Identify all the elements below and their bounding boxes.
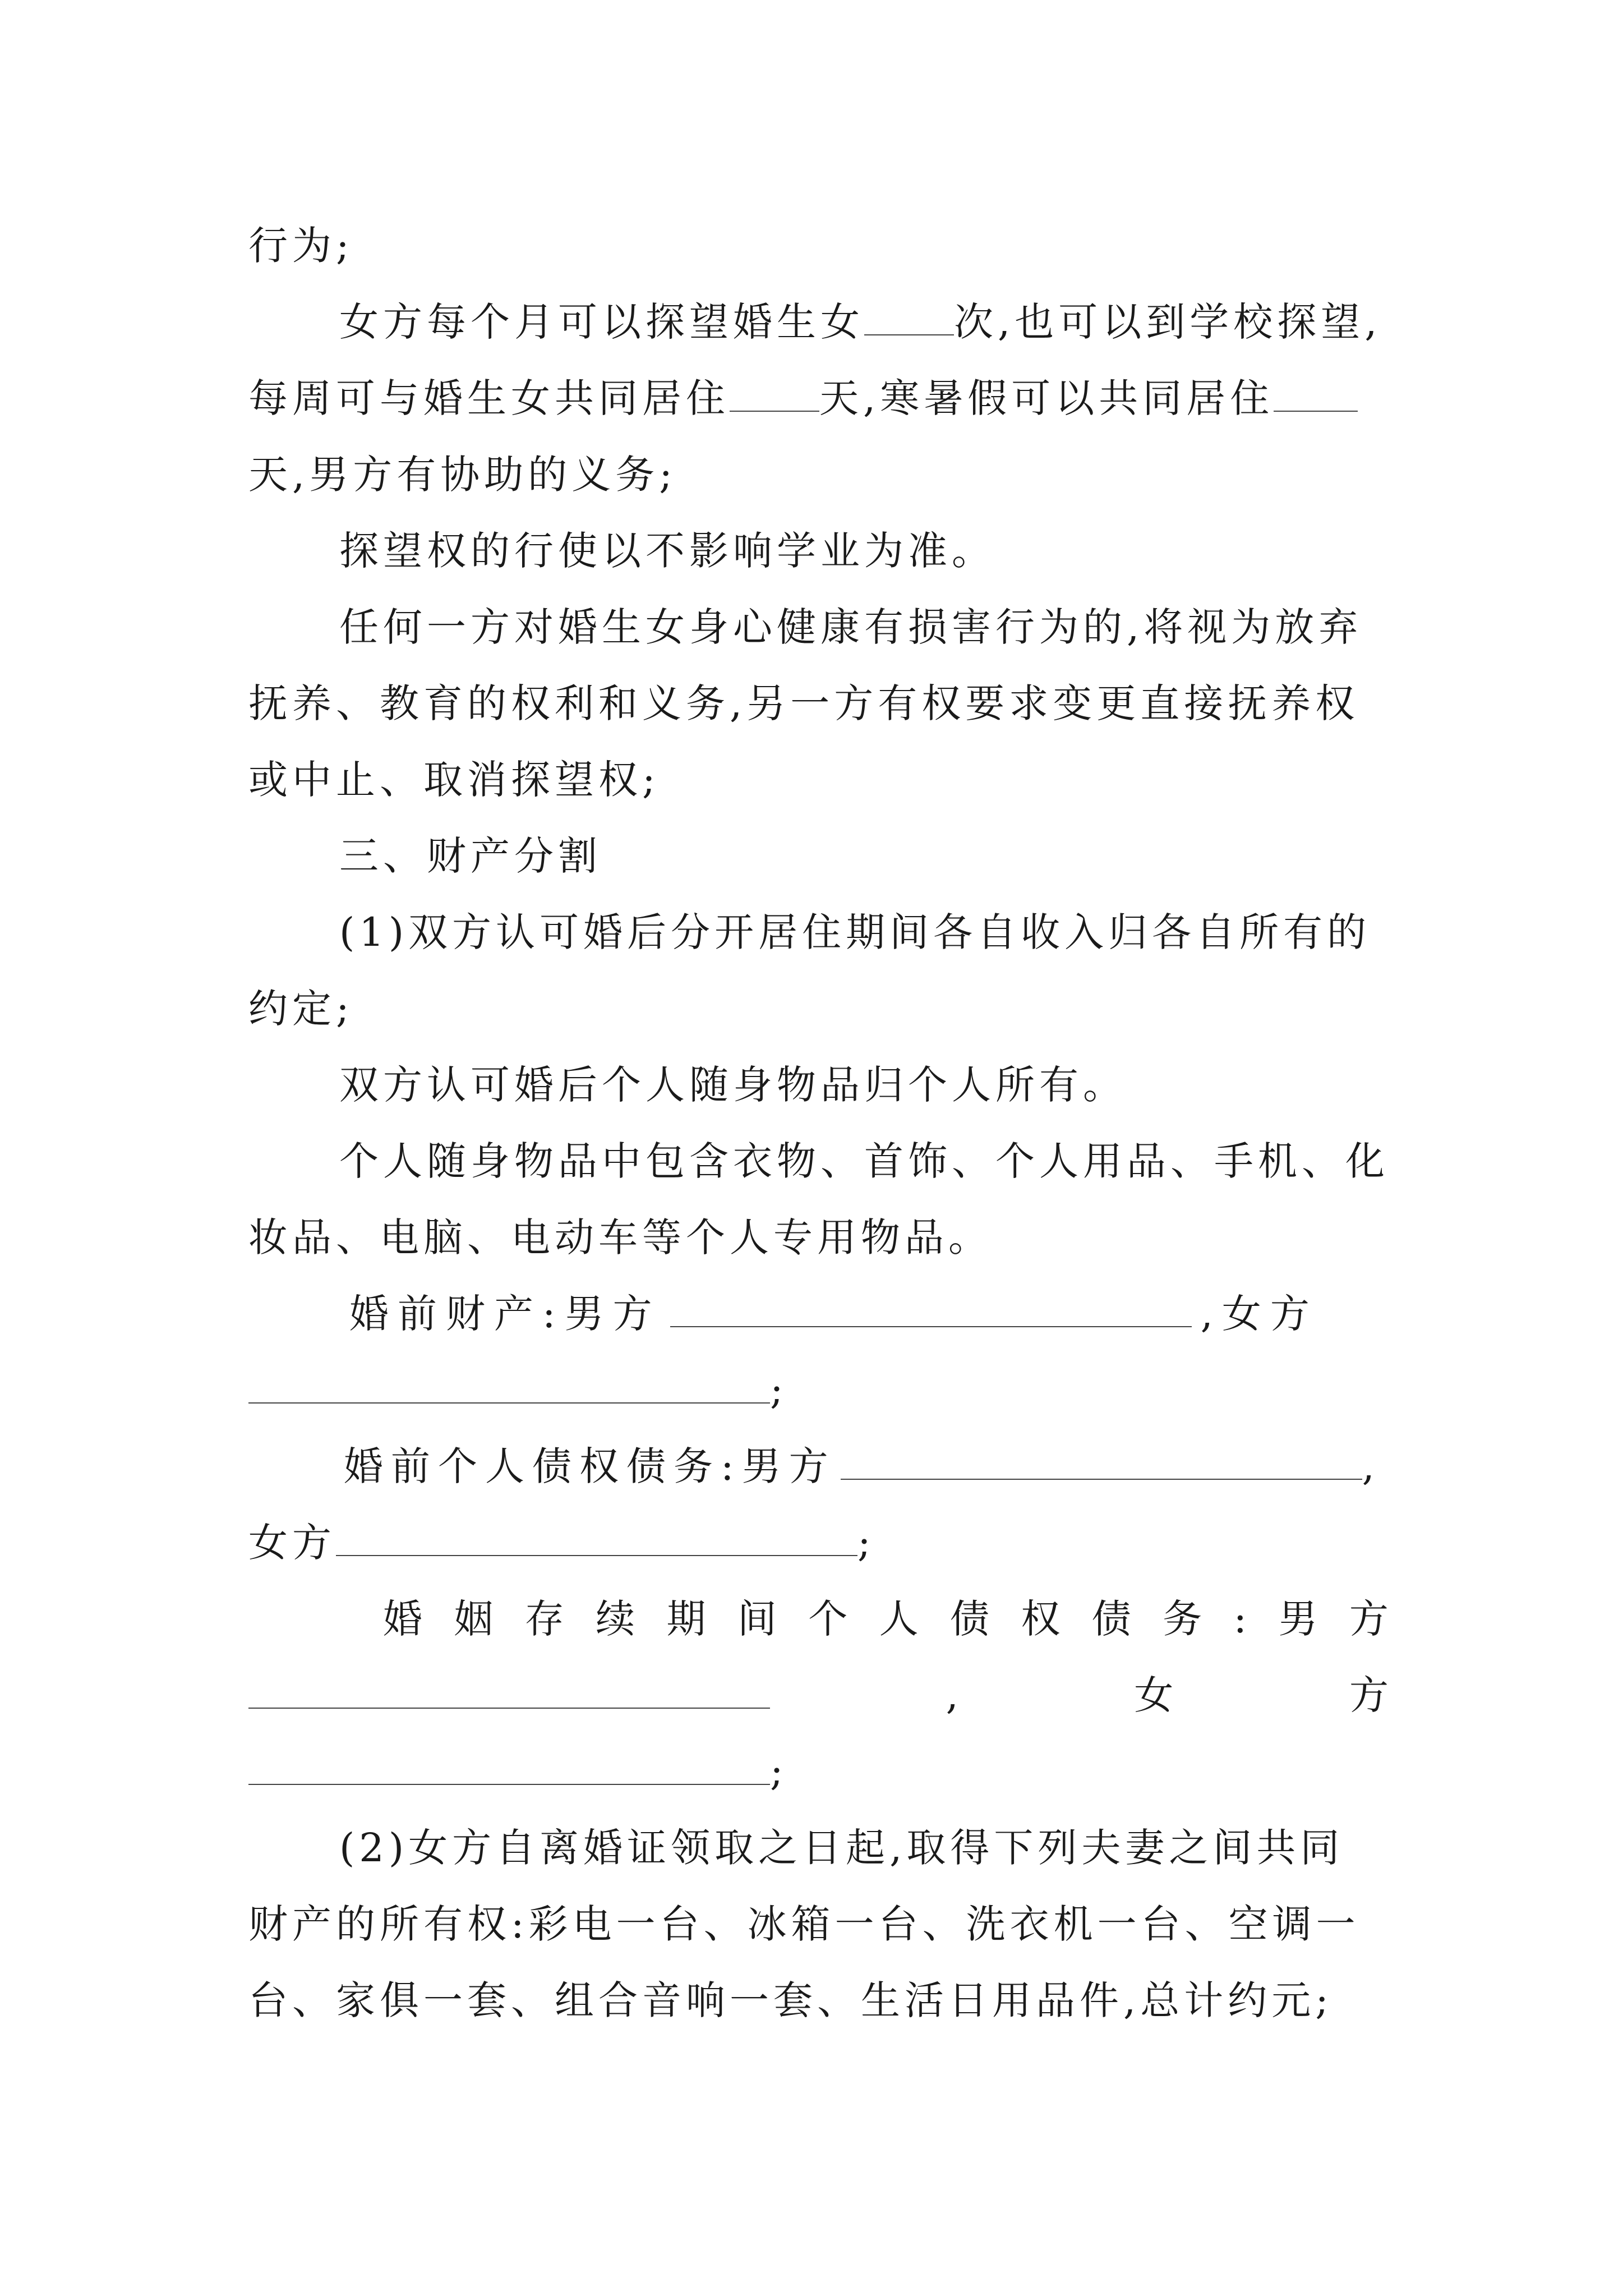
line-text: 三、财产分割 (339, 833, 602, 879)
fill-in-blank (336, 1527, 857, 1556)
line-text: 台、家俱一套、组合音响一套、生活日用品件,总计约元; (248, 1977, 1333, 2023)
fill-in-blank (730, 383, 819, 412)
line-char: 男 (1278, 1596, 1318, 1642)
text-line (248, 513, 1389, 589)
line-char: 个 (808, 1596, 848, 1642)
line-text: ; (770, 1367, 788, 1413)
text-line (248, 1199, 1389, 1276)
line-char: 存 (524, 1596, 564, 1642)
section-heading (248, 818, 1389, 894)
text-line (248, 1886, 1389, 1962)
text-line (248, 360, 1389, 436)
line-char: 权 (1021, 1596, 1061, 1642)
fill-in-blank (248, 1374, 770, 1404)
text-line (248, 1047, 1389, 1123)
line-text: (2)女方自离婚证领取之日起,取得下列夫妻之间共同 (339, 1825, 1344, 1871)
fill-in-blank (841, 1451, 1362, 1480)
line-char: 间 (737, 1596, 777, 1642)
line-char: 姻 (454, 1596, 494, 1642)
fill-in-blank (864, 306, 954, 335)
line-char: 人 (879, 1596, 919, 1642)
line-text: 探望权的行使以不影响学业为准。 (339, 528, 995, 574)
text-line (248, 1733, 1389, 1810)
text-line (248, 1581, 1389, 1657)
fill-in-blank (670, 1298, 1192, 1327)
line-char: 女 (1134, 1672, 1174, 1718)
line-char: , (946, 1672, 958, 1718)
line-text: 财产的所有权:彩电一台、冰箱一台、洗衣机一台、空调一 (248, 1901, 1360, 1947)
line-text: 婚前财产:男方 (349, 1291, 661, 1337)
line-text: 抚养、教育的权利和义务,另一方有权要求变更直接抚养权 (248, 680, 1359, 726)
text-line (248, 1810, 1389, 1886)
line-text: ; (857, 1520, 875, 1566)
text-line (248, 894, 1389, 970)
text-line (248, 208, 1389, 284)
line-char: : (1233, 1596, 1247, 1642)
text-line (248, 1428, 1389, 1504)
text-line (248, 1123, 1389, 1199)
line-text: 个人随身物品中包含衣物、首饰、个人用品、手机、化 (339, 1138, 1389, 1184)
line-text: 行为; (248, 223, 354, 269)
line-text: 约定; (248, 986, 354, 1032)
fill-in-blank (1274, 383, 1358, 412)
text-line (248, 436, 1389, 513)
text-line (248, 284, 1389, 360)
line-char: 期 (666, 1596, 706, 1642)
line-text: 天,寒暑假可以共同居住 (819, 375, 1274, 421)
line-text: 女方每个月可以探望婚生女 (339, 299, 864, 345)
text-line (248, 742, 1389, 818)
line-char: 债 (950, 1596, 989, 1642)
line-char: 续 (596, 1596, 635, 1642)
text-line (248, 970, 1389, 1047)
line-text: 妆品、电脑、电动车等个人专用物品。 (248, 1214, 992, 1260)
line-text: (1)双方认可婚后分开居住期间各自收入归各自所有的 (339, 909, 1371, 955)
line-text: 女方 (248, 1520, 336, 1566)
line-text: 次,也可以到学校探望, (954, 299, 1382, 345)
line-char: 方 (1349, 1596, 1389, 1642)
line-text: 每周可与婚生女共同居住 (248, 375, 730, 421)
line-char: 方 (1349, 1672, 1389, 1718)
line-text: 双方认可婚后个人随身物品归个人所有。 (339, 1062, 1127, 1108)
line-text: 婚前个人债权债务:男方 (344, 1443, 836, 1489)
line-text: 任何一方对婚生女身心健康有损害行为的,将视为放弃 (339, 604, 1363, 650)
text-line (248, 1276, 1389, 1352)
line-char: 债 (1091, 1596, 1131, 1642)
text-line (248, 1504, 1389, 1581)
fill-in-blank (248, 1680, 770, 1709)
line-text: 天,男方有协助的义务; (248, 452, 677, 498)
line-char: 务 (1163, 1596, 1202, 1642)
fill-in-blank (248, 1756, 770, 1785)
line-text: , (1362, 1443, 1382, 1489)
line-text: ,女方 (1200, 1291, 1318, 1337)
line-text: 或中止、取消探望权; (248, 757, 660, 803)
text-line (248, 1962, 1389, 2039)
text-line (248, 1352, 1389, 1428)
text-line (248, 665, 1389, 742)
text-line (248, 589, 1389, 665)
line-text: ; (770, 1749, 788, 1795)
text-line (248, 1657, 1389, 1733)
line-char: 婚 (383, 1596, 422, 1642)
